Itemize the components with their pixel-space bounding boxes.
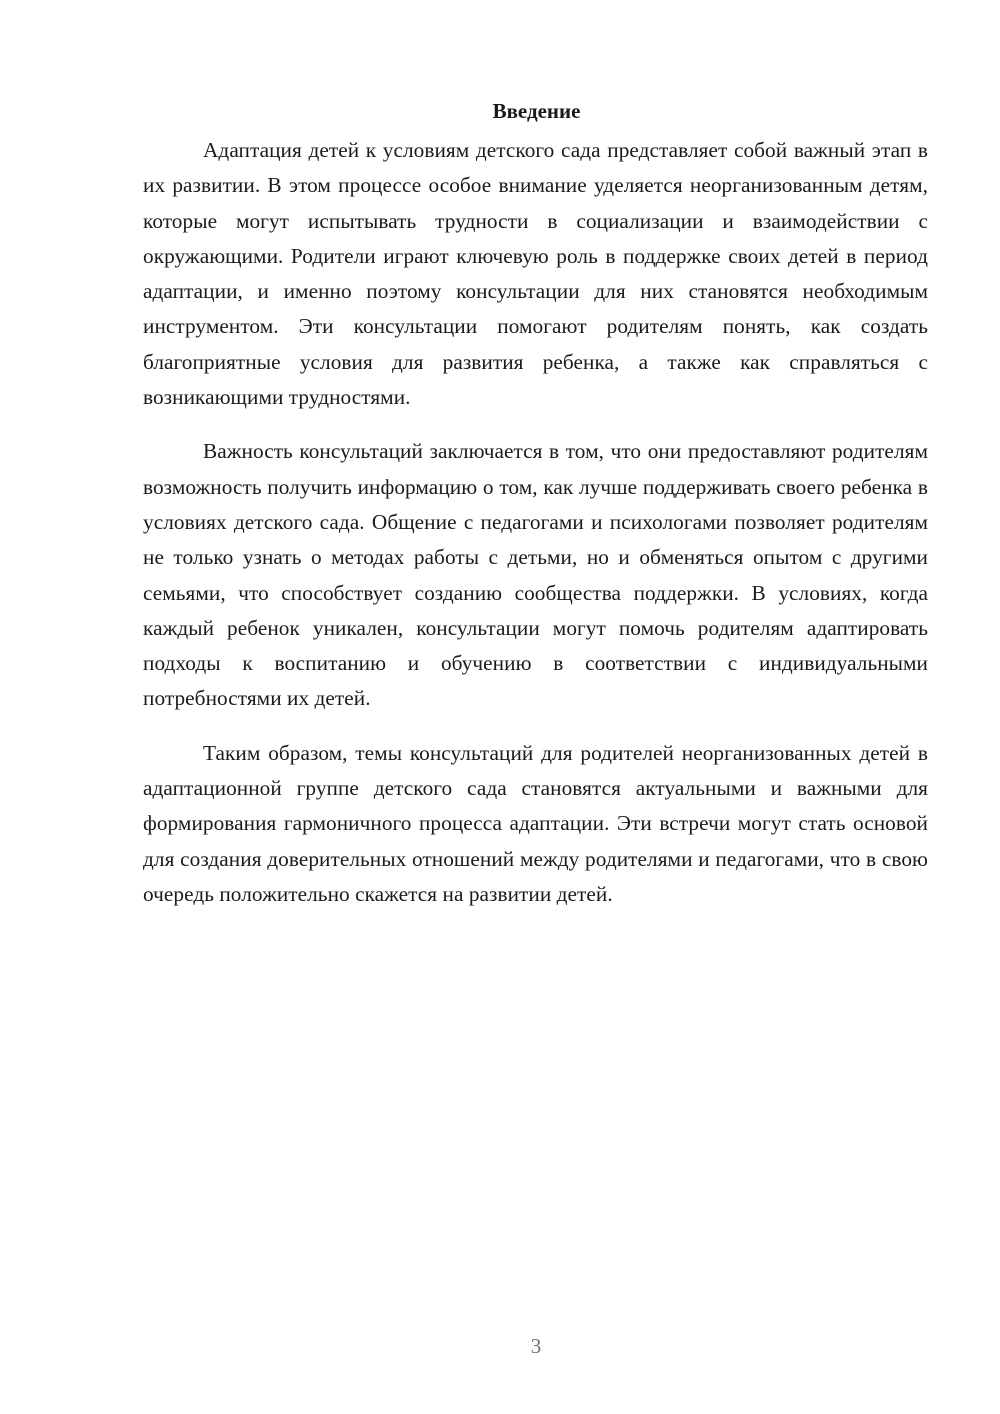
page-content [143, 96, 928, 931]
paragraph-2: Важность консультаций заключается в том, что они предоставляют родителям возможность получить информацию о том, как лучше поддерживать своего ребенка в условиях детского сада. Общение с педагогами и психологами позволяет родителям не только узнать о методах работы с детьми, но и обменяться опытом с другими семьями, что способствует созданию сообщества поддержки. В условиях, когда каждый ребенок уникален, консультации могут помочь родителям адаптировать подходы к воспитанию и обучению в соответствии с индивидуальными потребностями их детей. [143, 439, 928, 711]
section-heading: Введение [492, 99, 581, 123]
paragraph-1: Адаптация детей к условиям детского сада представляет собой важный этап в их развитии. В этом процессе особое внимание уделяется неорганизованным детям, которые могут испытывать трудности в социализации и взаимодействии с окружающими. Родители играют ключевую роль в поддержке своих детей в период адаптации, и именно поэтому консультации для них становятся необходимым инструментом. Эти консультации помогают родителям понять, как создать благоприятные условия для развития ребенка, а также как справляться с возникающими трудностями. [143, 138, 928, 410]
paragraph-3: Таким образом, темы консультаций для родителей неорганизованных детей в адаптационной группе детского сада становятся актуальными и важными для формирования гармоничного процесса адаптации. Эти встречи могут стать основой для создания доверительных отношений между родителями и педагогами, что в свою очередь положительно скажется на развитии детей. [143, 740, 928, 906]
page-number: 3 [530, 1334, 542, 1358]
